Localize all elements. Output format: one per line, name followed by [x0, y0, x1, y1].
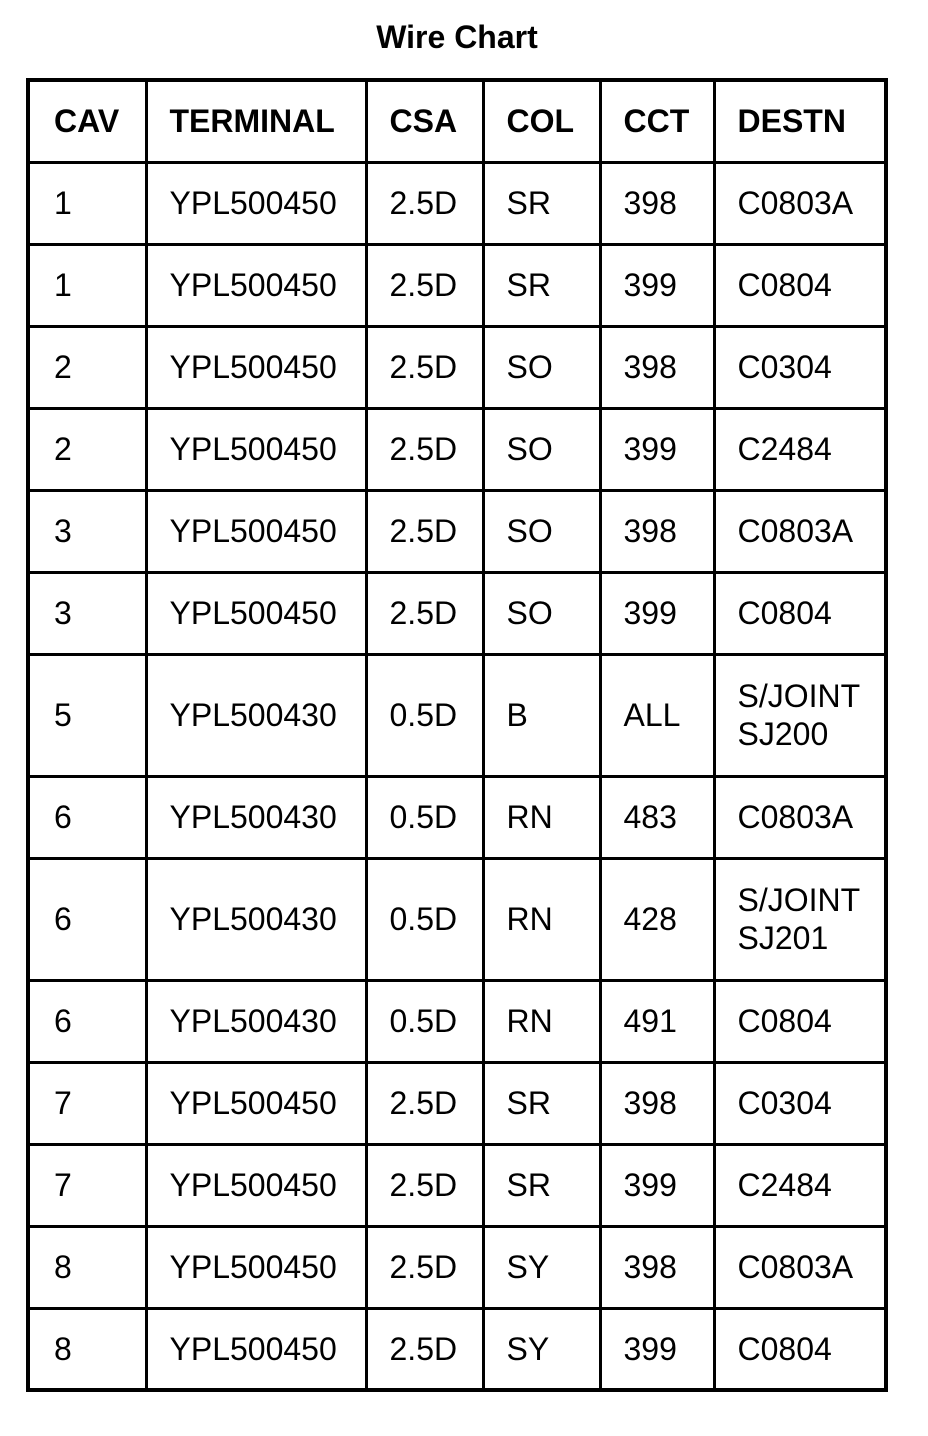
cell-csa: 2.5D [366, 408, 483, 490]
cell-cav: 5 [28, 654, 146, 776]
cell-col: B [483, 654, 600, 776]
cell-cav: 2 [28, 326, 146, 408]
cell-col: SY [483, 1308, 600, 1390]
cell-terminal: YPL500450 [146, 244, 366, 326]
cell-cct: 399 [600, 1308, 714, 1390]
table-row [28, 654, 886, 776]
table-row [28, 858, 886, 980]
cell-terminal: YPL500450 [146, 408, 366, 490]
cell-destn: C2484 [714, 408, 886, 490]
cell-col: SR [483, 1062, 600, 1144]
cell-csa: 2.5D [366, 1308, 483, 1390]
cell-destn: C0803A [714, 162, 886, 244]
cell-cav: 7 [28, 1062, 146, 1144]
cell-cct: 398 [600, 326, 714, 408]
table-row [28, 1226, 886, 1308]
cell-terminal: YPL500430 [146, 654, 366, 776]
cell-cav: 7 [28, 1144, 146, 1226]
cell-cav: 2 [28, 408, 146, 490]
page-title: Wire Chart [376, 19, 538, 55]
cell-terminal: YPL500450 [146, 490, 366, 572]
cell-destn: C0803A [714, 1226, 886, 1308]
table-row [28, 408, 886, 490]
cell-destn: C0804 [714, 1308, 886, 1390]
cell-cav: 3 [28, 572, 146, 654]
cell-destn: C0804 [714, 980, 886, 1062]
table-row [28, 1062, 886, 1144]
column-header-terminal: TERMINAL [146, 80, 366, 162]
cell-csa: 2.5D [366, 490, 483, 572]
cell-cct: 398 [600, 162, 714, 244]
cell-col: RN [483, 858, 600, 980]
column-header-col: COL [483, 80, 600, 162]
cell-csa: 2.5D [366, 326, 483, 408]
cell-destn: C0803A [714, 490, 886, 572]
table-row [28, 244, 886, 326]
cell-cav: 6 [28, 980, 146, 1062]
cell-cct: 398 [600, 1226, 714, 1308]
table-row [28, 162, 886, 244]
cell-cav: 1 [28, 244, 146, 326]
cell-csa: 2.5D [366, 1144, 483, 1226]
cell-col: SR [483, 1144, 600, 1226]
cell-csa: 2.5D [366, 1062, 483, 1144]
table-row [28, 490, 886, 572]
column-header-destn: DESTN [714, 80, 886, 162]
cell-terminal: YPL500450 [146, 1226, 366, 1308]
table-row [28, 1308, 886, 1390]
cell-destn: S/JOINT SJ201 [714, 858, 886, 980]
table-row [28, 1144, 886, 1226]
cell-csa: 2.5D [366, 244, 483, 326]
cell-destn: C0304 [714, 1062, 886, 1144]
table-header-row [28, 80, 886, 162]
cell-terminal: YPL500450 [146, 1062, 366, 1144]
cell-cav: 6 [28, 858, 146, 980]
table-row [28, 572, 886, 654]
cell-col: SO [483, 572, 600, 654]
cell-cav: 8 [28, 1226, 146, 1308]
cell-cct: 483 [600, 776, 714, 858]
cell-destn: C2484 [714, 1144, 886, 1226]
cell-col: RN [483, 776, 600, 858]
column-header-csa: CSA [366, 80, 483, 162]
cell-col: SY [483, 1226, 600, 1308]
cell-csa: 0.5D [366, 776, 483, 858]
table-row [28, 776, 886, 858]
cell-cct: 398 [600, 490, 714, 572]
cell-cav: 8 [28, 1308, 146, 1390]
cell-terminal: YPL500450 [146, 1308, 366, 1390]
cell-cct: 491 [600, 980, 714, 1062]
cell-cct: 399 [600, 408, 714, 490]
cell-col: SR [483, 244, 600, 326]
cell-cct: 399 [600, 1144, 714, 1226]
cell-col: SO [483, 408, 600, 490]
cell-terminal: YPL500450 [146, 572, 366, 654]
cell-csa: 2.5D [366, 572, 483, 654]
cell-destn: C0803A [714, 776, 886, 858]
cell-terminal: YPL500430 [146, 776, 366, 858]
cell-terminal: YPL500430 [146, 858, 366, 980]
cell-col: RN [483, 980, 600, 1062]
cell-col: SR [483, 162, 600, 244]
cell-col: SO [483, 326, 600, 408]
cell-destn: C0804 [714, 572, 886, 654]
cell-cav: 3 [28, 490, 146, 572]
cell-cct: 428 [600, 858, 714, 980]
table-row [28, 326, 886, 408]
cell-csa: 2.5D [366, 162, 483, 244]
cell-destn: C0304 [714, 326, 886, 408]
cell-cav: 1 [28, 162, 146, 244]
cell-csa: 0.5D [366, 858, 483, 980]
column-header-cct: CCT [600, 80, 714, 162]
wire-chart-table [26, 78, 888, 1392]
cell-cct: ALL [600, 654, 714, 776]
cell-terminal: YPL500450 [146, 1144, 366, 1226]
cell-cct: 399 [600, 572, 714, 654]
column-header-cav: CAV [28, 80, 146, 162]
cell-cav: 6 [28, 776, 146, 858]
cell-col: SO [483, 490, 600, 572]
cell-csa: 2.5D [366, 1226, 483, 1308]
table-row [28, 980, 886, 1062]
cell-destn: C0804 [714, 244, 886, 326]
cell-terminal: YPL500450 [146, 162, 366, 244]
cell-terminal: YPL500430 [146, 980, 366, 1062]
cell-destn: S/JOINT SJ200 [714, 654, 886, 776]
cell-cct: 399 [600, 244, 714, 326]
cell-csa: 0.5D [366, 980, 483, 1062]
cell-terminal: YPL500450 [146, 326, 366, 408]
cell-cct: 398 [600, 1062, 714, 1144]
table-body [28, 162, 886, 1390]
cell-csa: 0.5D [366, 654, 483, 776]
